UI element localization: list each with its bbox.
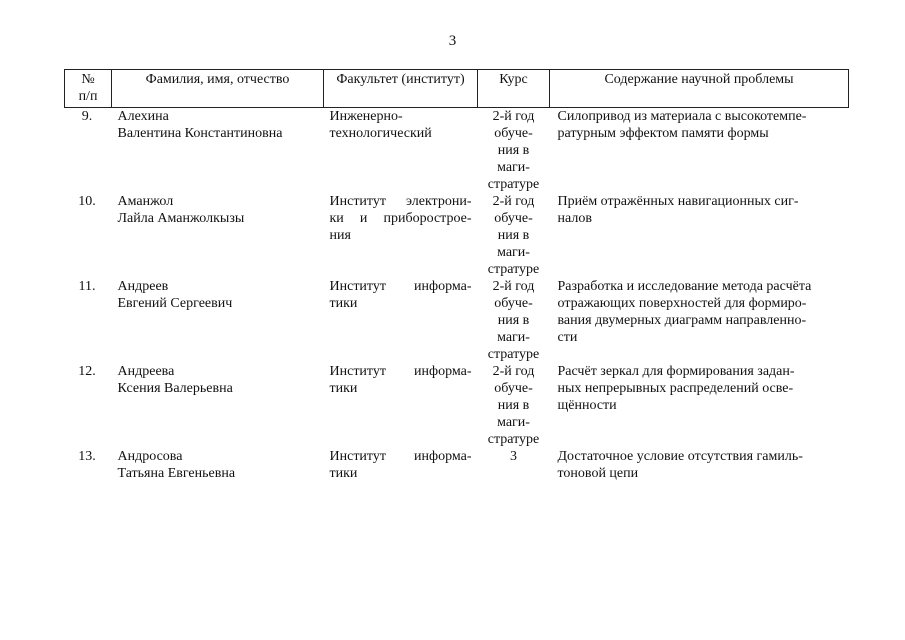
topic-cell (550, 193, 849, 278)
row-number: 9. (81, 109, 93, 124)
student-name-line: Лайла Аманжолкызы (117, 211, 245, 226)
faculty-cell (324, 278, 478, 363)
faculty-cell-line: Институт информа- (329, 364, 472, 379)
student-name-line: Андреев (117, 279, 169, 294)
course-cell-line: ния в (497, 313, 530, 328)
faculty-cell-line: Институт информа- (329, 449, 472, 464)
row-number: 11. (78, 279, 96, 294)
student-name-line: Аманжол (117, 194, 174, 209)
topic-cell-line: вания двумерных диаграмм направленно- (557, 313, 807, 328)
course-cell-line: 2-й год (492, 279, 535, 294)
faculty-cell (324, 448, 478, 482)
header-course: Курс (478, 70, 550, 108)
course-cell (478, 108, 550, 194)
student-name-line: Валентина Константиновна (117, 126, 283, 141)
table-row (65, 363, 849, 448)
student-name-line: Татьяна Евгеньевна (117, 466, 236, 481)
topic-cell (550, 363, 849, 448)
faculty-cell-line: технологический (329, 126, 432, 141)
course-cell-line: стратуре (487, 347, 540, 362)
student-name-line: Алехина (117, 109, 169, 124)
faculty-cell-line: тики (329, 466, 358, 481)
faculty-cell (324, 193, 478, 278)
faculty-cell-line: тики (329, 381, 358, 396)
topic-cell-line: ных непрерывных распределений осве- (557, 381, 794, 396)
course-cell (478, 193, 550, 278)
topic-cell-line: налов (557, 211, 592, 226)
table-row (65, 448, 849, 482)
student-name (112, 278, 324, 363)
row-number: 12. (78, 364, 96, 379)
table-header-row (65, 70, 849, 108)
topic-cell (550, 108, 849, 194)
course-cell-line: 3 (510, 449, 517, 464)
topic-cell (550, 448, 849, 482)
faculty-cell (324, 108, 478, 194)
topic-cell-line: Разработка и исследование метода расчёта (557, 279, 812, 294)
table-row (65, 193, 849, 278)
course-cell-line: ния в (497, 143, 530, 158)
course-cell-line: обуче- (494, 211, 533, 226)
topic-cell-line: Достаточное условие отсутствия гамиль- (557, 449, 803, 464)
course-cell-line: стратуре (487, 177, 540, 192)
row-number: 10. (78, 194, 96, 209)
topic-cell-line: отражающих поверхностей для формиро- (557, 296, 807, 311)
faculty-cell-line: Институт электрони- (329, 194, 472, 209)
course-cell-line: маги- (497, 330, 530, 345)
course-cell-line: обуче- (494, 381, 533, 396)
header-num: № п/п (65, 70, 112, 108)
topic-cell-line: щённости (557, 398, 617, 413)
header-topic: Содержание научной проблемы (550, 70, 849, 108)
faculty-cell-line: ки и приборострое- (329, 211, 472, 226)
course-cell-line: 2-й год (492, 194, 535, 209)
topic-cell-line: Силопривод из материала с высокотемпе- (557, 109, 807, 124)
students-table (64, 69, 849, 482)
student-name (112, 108, 324, 194)
course-cell-line: 2-й год (492, 364, 535, 379)
topic-cell-line: ратурным эффектом памяти формы (557, 126, 769, 141)
course-cell-line: обуче- (494, 296, 533, 311)
table-row (65, 278, 849, 363)
course-cell-line: обуче- (494, 126, 533, 141)
course-cell-line: маги- (497, 415, 530, 430)
student-name-line: Андреева (117, 364, 175, 379)
topic-cell-line: Расчёт зеркал для формирования задан- (557, 364, 795, 379)
page-number: 3 (448, 33, 457, 49)
faculty-cell-line: Инженерно- (329, 109, 403, 124)
course-cell-line: маги- (497, 160, 530, 175)
course-cell-line: ния в (497, 228, 530, 243)
student-name (112, 193, 324, 278)
student-name (112, 363, 324, 448)
faculty-cell-line: ния (329, 228, 351, 243)
header-name: Фамилия, имя, отчество (112, 70, 324, 108)
table-row (65, 108, 849, 194)
student-name-line: Евгений Сергеевич (117, 296, 233, 311)
faculty-cell-line: тики (329, 296, 358, 311)
course-cell-line: стратуре (487, 262, 540, 277)
row-number: 13. (78, 449, 96, 464)
topic-cell-line: тоновой цепи (557, 466, 639, 481)
course-cell-line: маги- (497, 245, 530, 260)
course-cell (478, 278, 550, 363)
course-cell-line: 2-й год (492, 109, 535, 124)
topic-cell-line: сти (557, 330, 578, 345)
faculty-cell-line: Институт информа- (329, 279, 472, 294)
topic-cell-line: Приём отражённых навигационных сиг- (557, 194, 799, 209)
course-cell (478, 363, 550, 448)
student-name-line: Ксения Валерьевна (117, 381, 233, 396)
course-cell-line: ния в (497, 398, 530, 413)
faculty-cell (324, 363, 478, 448)
header-faculty: Факультет (институт) (324, 70, 478, 108)
student-name (112, 448, 324, 482)
course-cell (478, 448, 550, 482)
topic-cell (550, 278, 849, 363)
course-cell-line: стратуре (487, 432, 540, 447)
student-name-line: Андросова (117, 449, 183, 464)
